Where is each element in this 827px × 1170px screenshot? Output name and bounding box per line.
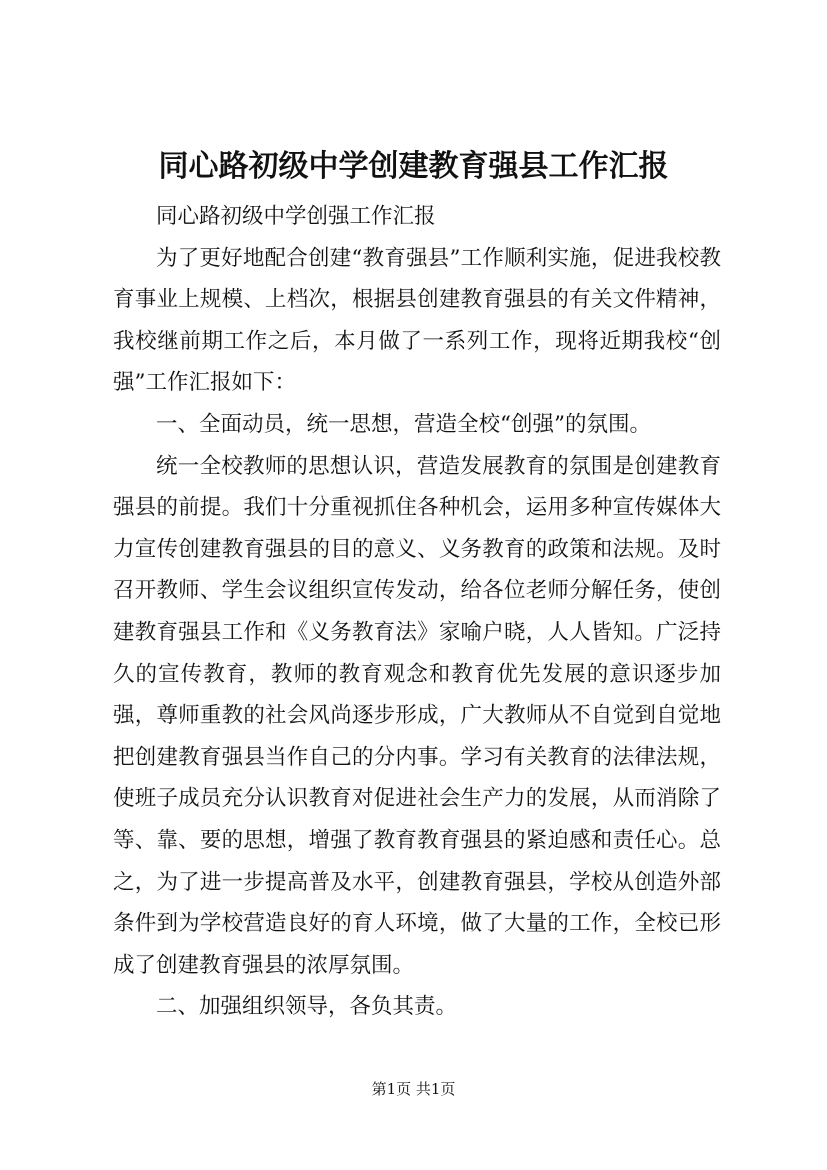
intro-paragraph: 为了更好地配合创建“教育强县”工作顺利实施，促进我校教育事业上规模、上档次，根据县创建教育强县的有关文件精神，我校继前期工作之后，本月做了一系列工作，现将近期我校“创强”工作汇报如下： — [113, 245, 721, 396]
section-heading-1: 一、全面动员，统一思想，营造全校“创强”的氛围。 — [156, 411, 651, 437]
document-title: 同心路初级中学创建教育强县工作汇报 — [158, 149, 669, 184]
document-body — [113, 196, 721, 1028]
section-heading-2: 二、加强组织领导，各负其责。 — [156, 994, 458, 1020]
subtitle-paragraph: 同心路初级中学创强工作汇报 — [156, 204, 436, 229]
section-1-paragraph: 统一全校教师的思想认识，营造发展教育的氛围是创建教育强县的前提。我们十分重视抓住各种机会，运用多种宣传媒体大力宣传创建教育强县的目的意义、义务教育的政策和法规。及时召开教师、学生会议组织宣传发动，给各位老师分解任务，使创建教育强县工作和《义务教育法》家喻户晓，人人皆知。广泛持久的宣传教育，教师的教育观念和教育优先发展的意识逐步加强，尊师重教的社会风尚逐步形成，广大教师从不自觉到自觉地把创建教育强县当作自己的分内事。学习有关教育的法律法规，使班子成员充分认识教育对促进社会生产力的发展，从而消除了等、靠、要的思想，增强了教育教育强县的紧迫感和责任心。总之，为了进一步提高普及水平，创建教育强县，学校从创造外部条件到为学校营造良好的育人环境，做了大量的工作，全校已形成了创建教育强县的浓厚氛围。 — [113, 453, 721, 978]
page-footer: 第1页 共1页 — [371, 1080, 456, 1098]
